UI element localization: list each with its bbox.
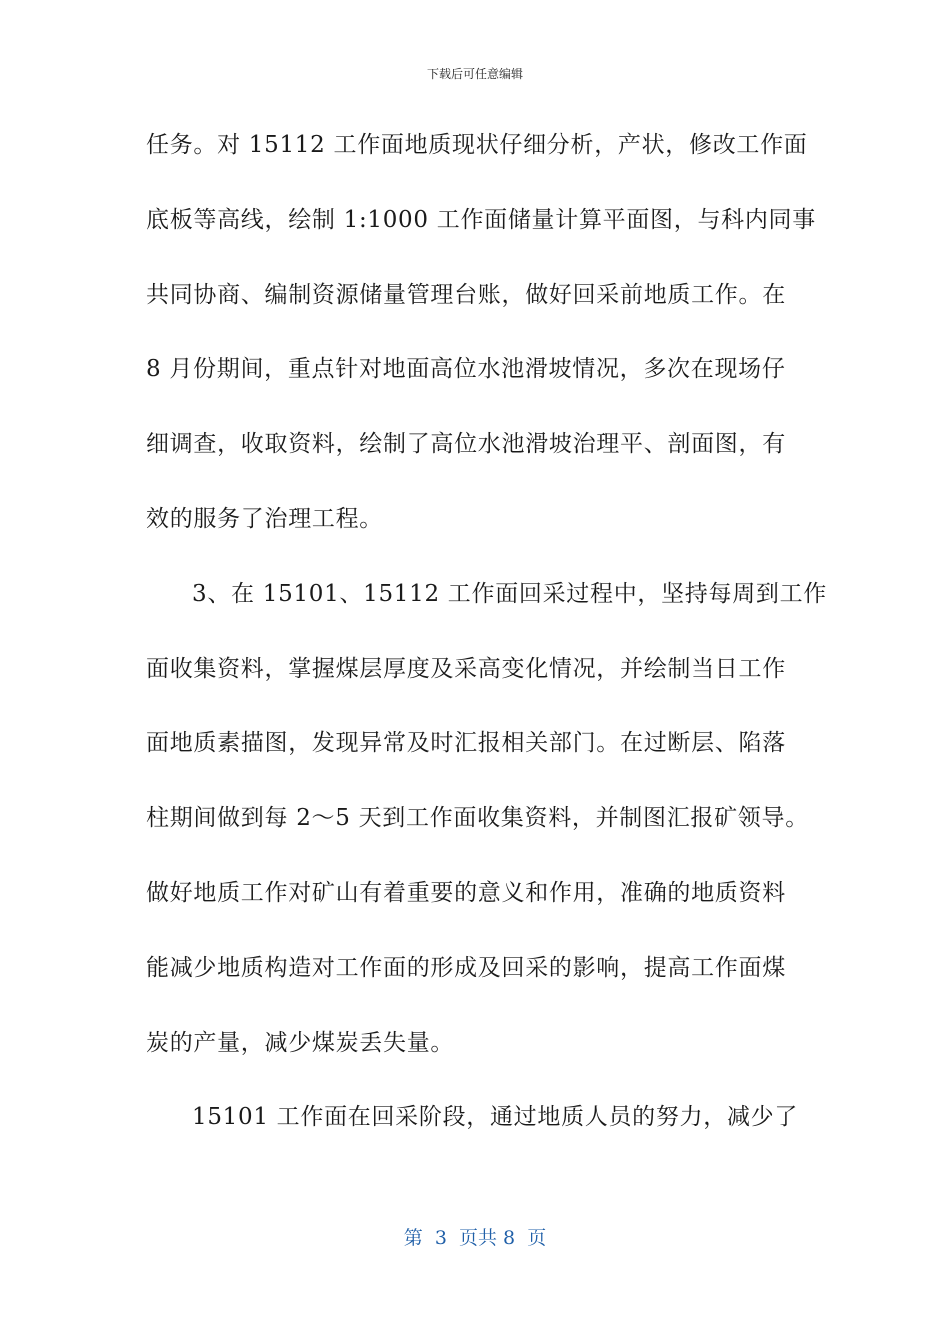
text-line: 底板等高线，绘制 1:1000 工作面储量计算平面图，与科内同事 bbox=[146, 206, 816, 233]
text-line: 任务。对 15112 工作面地质现状仔细分析，产状，修改工作面 bbox=[146, 132, 808, 158]
body-text bbox=[146, 127, 827, 1174]
text-line: 共同协商、编制资源储量管理台账，做好回采前地质工作。在 bbox=[146, 281, 786, 308]
text-line: 面地质素描图，发现异常及时汇报相关部门。在过断层、陷落 bbox=[146, 730, 786, 757]
text-line: 8 月份期间，重点针对地面高位水池滑坡情况，多次在现场仔 bbox=[146, 356, 786, 383]
text-line: 面收集资料，掌握煤层厚度及采高变化情况，并绘制当日工作 bbox=[146, 655, 786, 682]
text-line: 细调查，收取资料，绘制了高位水池滑坡治理平、剖面图，有 bbox=[146, 431, 786, 458]
page-header: 下载后可任意编辑 bbox=[426, 67, 523, 81]
text-line: 效的服务了治理工程。 bbox=[146, 505, 383, 532]
page-number-footer: 第 3 页共 8 页 bbox=[403, 1227, 547, 1249]
text-line: 能减少地质构造对工作面的形成及回采的影响，提高工作面煤 bbox=[146, 954, 786, 981]
text-line: 柱期间做到每 2～5 天到工作面收集资料，并制图汇报矿领导。 bbox=[146, 805, 809, 832]
text-line: 炭的产量，减少煤炭丢失量。 bbox=[146, 1029, 455, 1056]
paragraph-start-line: 15101 工作面在回采阶段，通过地质人员的努力，减少了 bbox=[192, 1104, 799, 1131]
paragraph-start-line: 3、在 15101、15112 工作面回采过程中，坚持每周到工作 bbox=[192, 580, 827, 607]
text-line: 做好地质工作对矿山有着重要的意义和作用，准确的地质资料 bbox=[146, 879, 786, 906]
